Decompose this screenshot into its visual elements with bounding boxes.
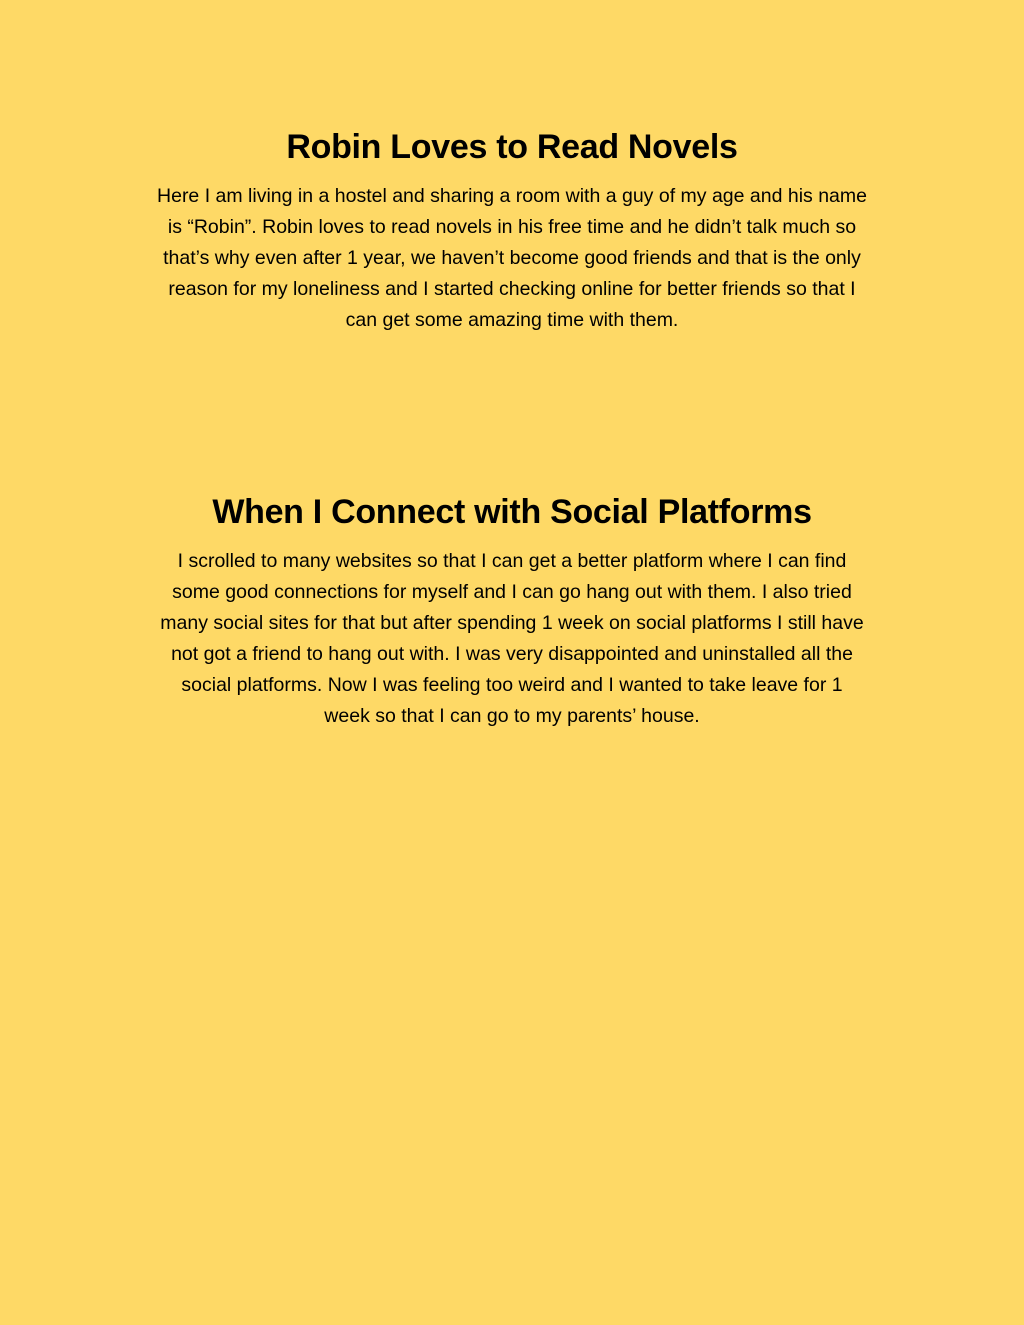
section-robin-loves-to-read-novels [112,125,912,336]
paragraph-line: Here I am living in a hostel and sharing a room with a guy of my age and his name [157,185,867,207]
paragraph-line: can get some amazing time with them. [345,309,679,331]
paragraph-line: week so that I can go to my parents’ house. [324,705,700,727]
paragraph-line: that’s why even after 1 year, we haven’t become good friends and that is the only [163,247,861,269]
paragraph-line: I scrolled to many websites so that I can get a better platform where I can find [177,550,847,572]
paragraph-line: reason for my loneliness and I started checking online for better friends so that I [168,278,856,300]
section-paragraph [112,181,912,336]
section-when-i-connect-with-social-platforms [112,490,912,732]
paragraph-line: many social sites for that but after spending 1 week on social platforms I still have [160,612,864,634]
paragraph-line: social platforms. Now I was feeling too weird and I wanted to take leave for 1 [181,674,843,696]
paragraph-line: some good connections for myself and I can go hang out with them. I also tried [172,581,852,603]
section-heading: When I Connect with Social Platforms [212,493,812,531]
section-paragraph [112,546,912,732]
section-heading: Robin Loves to Read Novels [286,128,738,166]
paragraph-line: not got a friend to hang out with. I was very disappointed and uninstalled all the [171,643,853,665]
paragraph-line: is “Robin”. Robin loves to read novels in his free time and he didn’t talk much so [167,216,857,238]
